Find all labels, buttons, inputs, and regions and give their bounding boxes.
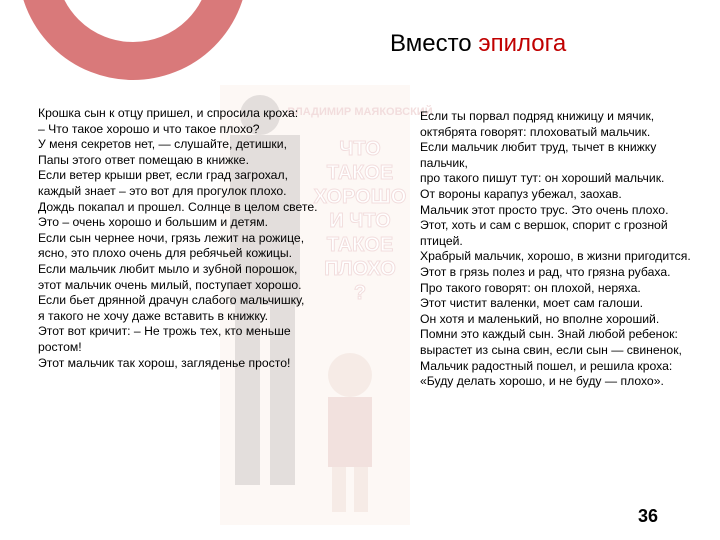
book-title-line: ПЛОХО [324, 258, 396, 280]
title-accent: эпилога [478, 30, 567, 57]
book-title-line: ЧТО [339, 138, 381, 160]
title-text: Вместо [390, 30, 479, 57]
book-title-line: И ЧТО [329, 210, 391, 232]
book-title-line: ХОРОШО [313, 186, 407, 208]
book-title-line: ТАКОЕ [326, 234, 394, 256]
book-title-line: ТАКОЕ [326, 162, 394, 184]
slide-title [390, 30, 566, 58]
poem-left-column: Крошка сын к отцу пришел, и спросила кроха: – Что такое хорошо и что такое плохо? У меня секретов нет, — слушайте, детишки, Папы этого ответ помещаю в книжке. Если ветер крыши рвет, если град загрохал, каждый знает – это вот для прогулок плохо. Дождь покапал и прошел. Солнце в целом свете. Это – очень хорошо и большим и детям. Если сын чернее ночи, грязь лежит на рожице, ясно, это плохо очень для ребячьей кожицы. Если мальчик любит мыло и зубной порошок, этот мальчик очень милый, поступает хорошо. Если бьет дрянной драчун слабого мальчишку, я такого не хочу даже вставить в книжку. Этот вот кричит: – Не трожь тех, кто меньше ростом! Этот мальчик так хорош, загляденье просто! [38, 106, 318, 370]
book-title-line: ? [353, 282, 367, 304]
page-number: 36 [638, 506, 659, 526]
decorative-arc [18, 0, 248, 80]
book-author: ВЛАДИМИР МАЯКОВСКИЙ [287, 106, 433, 118]
poem-right-column: Если ты порвал подряд книжицу и мячик, октябрята говорят: плоховатый мальчик. Если мальчик любит труд, тычет в книжку пальчик, про такого пишут тут: он хороший мальчик. От вороны карапуз убежал, заохав. Мальчик этот просто трус. Это очень плохо. Этот, хоть и сам с вершок, спорит с грозной птицей. Храбрый мальчик, хорошо, в жизни пригодится. Этот в грязь полез и рад, что грязна рубаха. Про такого говорят: он плохой, неряха. Этот чистит валенки, моет сам галоши. Он хотя и маленький, но вполне хороший. Помни это каждый сын. Знай любой ребенок: вырастет из сына свин, если сын — свиненок, Мальчик радостный пошел, и решила кроха: «Буду делать хорошо, и не буду — плохо». [420, 109, 691, 389]
